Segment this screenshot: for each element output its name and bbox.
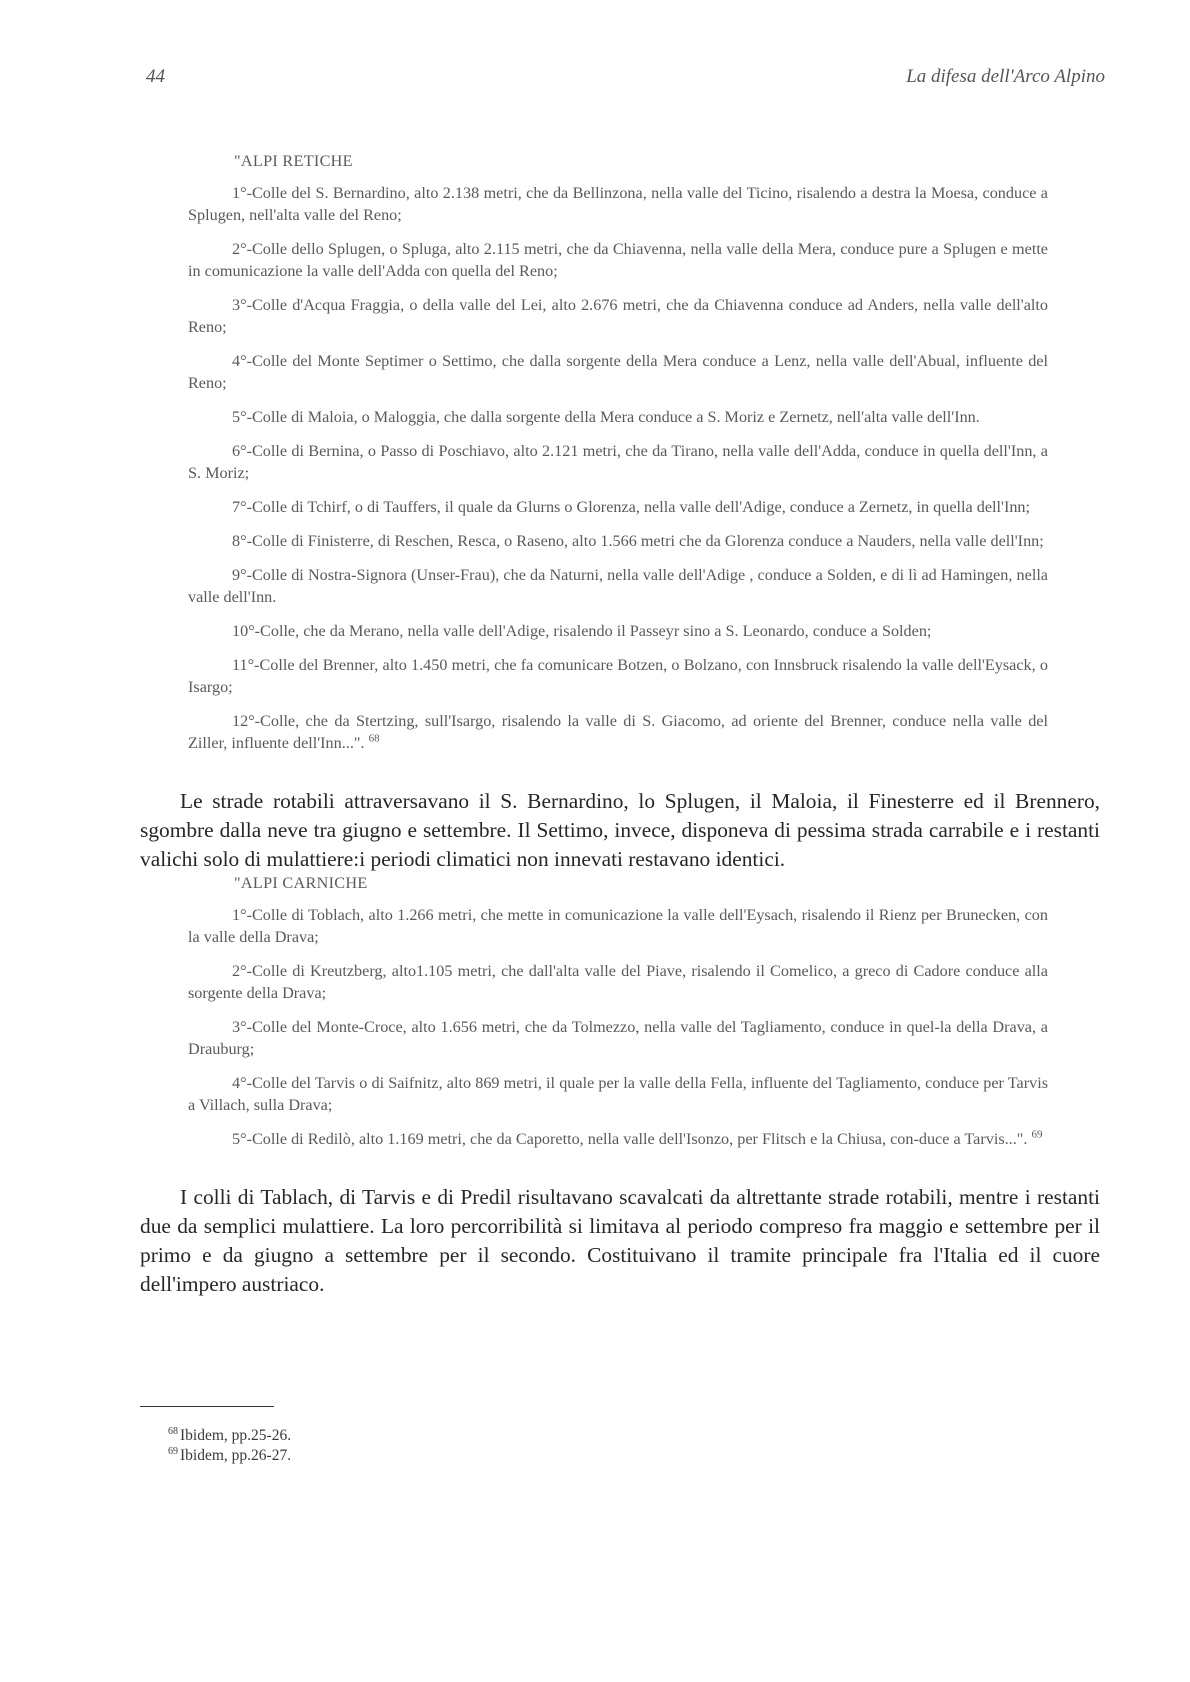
page-number: 44 [146,66,165,87]
list-item: 10°-Colle, che da Merano, nella valle dell'Adige, risalendo il Passeyr sino a S. Leonardo, conduce a Solden; [232,622,932,640]
paragraph-text: Le strade rotabili attraversavano il S. Bernardino, lo Splugen, il Maloia, il Finesterre ed il Brennero, sgombre dalla neve tra giugno e settembre. Il Settimo, invece, disponeva di pessima strada carrabile e i restanti valichi solo di mulattiere:i periodi climatici non innevati restavano identici. [140,789,1100,871]
footnote-text: Ibidem, pp.25-26. [180,1427,292,1444]
footnote-text: Ibidem, pp.26-27. [180,1447,292,1464]
list-item: 1°-Colle di Toblach, alto 1.266 metri, che mette in comunicazione la valle dell'Eysach, risalendo il Rienz per Brunecken, con la valle della Drava; [188,906,1048,946]
footnote-divider [140,1406,274,1407]
list-item: 3°-Colle del Monte-Croce, alto 1.656 metri, che da Tolmezzo, nella valle del Tagliamento, conduce in quel-la della Drava, a Drauburg; [188,1018,1048,1058]
list-item-text: 5°-Colle di Redilò, alto 1.169 metri, che da Caporetto, nella valle dell'Isonzo, per Flitsch e la Chiusa, con-duce a Tarvis...". [232,1130,1028,1148]
list-item: 1°-Colle del S. Bernardino, alto 2.138 metri, che da Bellinzona, nella valle del Ticino, risalendo a destra la Moesa, conduce a Splugen, nell'alta valle del Reno; [188,184,1048,224]
list-item [188,1128,1048,1150]
footnote [168,1426,291,1446]
list-item [188,710,1048,754]
footnote-mark: 69 [168,1445,178,1457]
footnotes [168,1426,291,1466]
list-item: 2°-Colle di Kreutzberg, alto1.105 metri, che dall'alta valle del Piave, risalendo il Comelico, a greco di Cadore conduce alla sorgente della Drava; [188,962,1048,1002]
list-item: 8°-Colle di Finisterre, di Reschen, Resca, o Raseno, alto 1.566 metri che da Glorenza conduce a Nauders, nella valle dell'Inn; [232,532,1044,550]
list-item: 3°-Colle d'Acqua Fraggia, o della valle del Lei, alto 2.676 metri, che da Chiavenna conduce ad Anders, nella valle dell'alto Reno; [188,296,1048,336]
list-item: 4°-Colle del Monte Septimer o Settimo, che dalla sorgente della Mera conduce a Lenz, nella valle dell'Abual, influente del Reno; [188,352,1048,392]
footnote-mark: 68 [168,1425,178,1437]
list-item: 5°-Colle di Maloia, o Maloggia, che dalla sorgente della Mera conduce a S. Moriz e Zernetz, nell'alta valle dell'Inn. [232,408,980,426]
footnote-ref: 69 [1031,1128,1043,1141]
page-header [0,66,1190,90]
list-item: 9°-Colle di Nostra-Signora (Unser-Frau), che da Naturni, nella valle dell'Adige , conduce a Solden, e di lì ad Hamingen, nella valle dell'Inn. [188,566,1048,606]
quote-alpi-carniche [188,872,1048,1162]
list-item: 4°-Colle del Tarvis o di Saifnitz, alto 869 metri, il quale per la valle della Fella, influente del Tagliamento, conduce per Tarvis a Villach, sulla Drava; [188,1074,1048,1114]
body-paragraph [140,1183,1100,1299]
section-heading-alpi-retiche: "ALPI RETICHE [234,152,353,170]
section-heading-alpi-carniche: "ALPI CARNICHE [234,874,368,892]
footnote [168,1446,291,1466]
list-item: 7°-Colle di Tchirf, o di Tauffers, il quale da Glurns o Glorenza, nella valle dell'Adige, conduce a Zernetz, in quella dell'Inn; [232,498,1031,516]
paragraph-text: I colli di Tablach, di Tarvis e di Predil risultavano scavalcati da altrettante strade rotabili, mentre i restanti due da semplici mulattiere. La loro percorribilità si limitava al periodo compreso fra maggio e settembre per il primo e da giugno a settembre per il secondo. Costituivano il tramite principale fra l'Italia ed il cuore dell'impero austriaco. [140,1185,1100,1296]
list-item: 11°-Colle del Brenner, alto 1.450 metri, che fa comunicare Botzen, o Bolzano, con Innsbruck risalendo la valle dell'Eysack, o Isargo; [188,656,1048,696]
footnote-ref: 68 [368,732,380,745]
list-item: 6°-Colle di Bernina, o Passo di Poschiavo, alto 2.121 metri, che da Tirano, nella valle dell'Adda, conduce in quella dell'Inn, a S. Moriz; [188,442,1048,482]
running-title: La difesa dell'Arco Alpino [906,66,1105,87]
list-item-text: 12°-Colle, che da Stertzing, sull'Isargo, risalendo la valle di S. Giacomo, ad oriente del Brenner, conduce nella valle del Ziller, influente dell'Inn...". [188,712,1048,752]
body-paragraph [140,787,1100,874]
quote-alpi-retiche [188,150,1048,766]
list-item: 2°-Colle dello Splugen, o Spluga, alto 2.115 metri, che da Chiavenna, nella valle della Mera, conduce pure a Splugen e mette in comunicazione la valle dell'Adda con quella del Reno; [188,240,1048,280]
